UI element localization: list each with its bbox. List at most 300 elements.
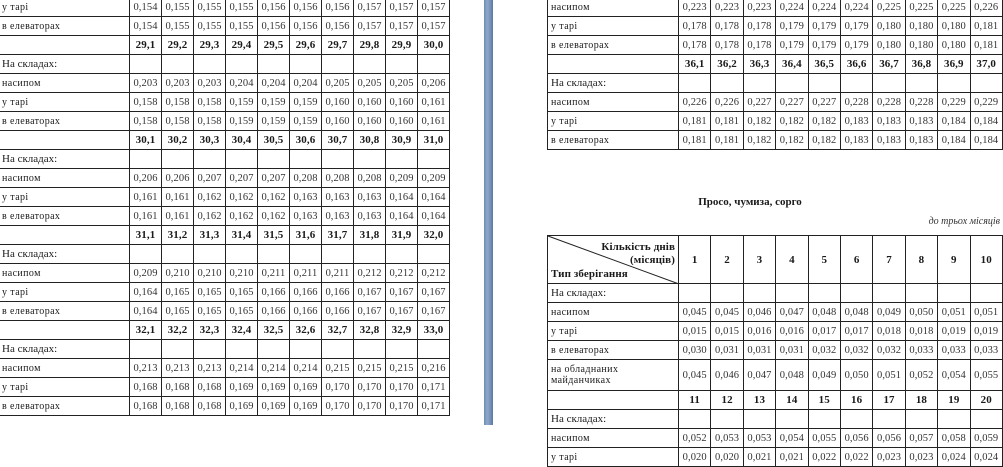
row-label: насипом [0, 264, 130, 283]
table-row [0, 17, 450, 36]
value-cell: 0,046 [743, 303, 775, 322]
value-cell: 0,163 [290, 207, 322, 226]
value-cell: 0,163 [354, 207, 386, 226]
header-col-9: 9 [938, 236, 970, 284]
value-cell: 0,021 [743, 448, 775, 467]
value-cell: 0,227 [743, 93, 775, 112]
empty-cell [776, 74, 808, 93]
period-number-row [0, 226, 450, 245]
value-cell: 0,161 [130, 188, 162, 207]
row-label: На складах: [548, 284, 679, 303]
empty-cell [418, 150, 450, 169]
value-cell: 0,047 [776, 303, 808, 322]
value-cell: 0,160 [386, 93, 418, 112]
value-cell: 0,169 [226, 378, 258, 397]
empty-cell [258, 150, 290, 169]
value-cell: 0,212 [354, 264, 386, 283]
value-cell: 0,182 [776, 131, 808, 150]
value-cell: 0,183 [873, 112, 905, 131]
value-cell: 0,228 [873, 93, 905, 112]
value-cell: 0,215 [354, 359, 386, 378]
row-label: насипом [0, 169, 130, 188]
value-cell: 0,033 [905, 341, 937, 360]
value-cell: 0,158 [194, 112, 226, 131]
period-number-cell: 31,8 [354, 226, 386, 245]
empty-label-cell [0, 226, 130, 245]
empty-cell [226, 150, 258, 169]
value-cell: 0,166 [290, 302, 322, 321]
value-cell: 0,224 [808, 0, 840, 17]
row-label: у тарі [0, 93, 130, 112]
empty-cell [226, 245, 258, 264]
value-cell: 0,023 [873, 448, 905, 467]
empty-cell [905, 74, 937, 93]
value-cell: 0,024 [970, 448, 1002, 467]
table-row [548, 360, 1003, 391]
header-days-text: Кількість днів [601, 241, 675, 253]
period-number-cell: 32,6 [290, 321, 322, 340]
period-number-row [0, 36, 450, 55]
period-number-row [0, 131, 450, 150]
period-number-cell: 32,3 [194, 321, 226, 340]
value-cell: 0,160 [354, 93, 386, 112]
value-cell: 0,215 [386, 359, 418, 378]
row-label: На складах: [0, 150, 130, 169]
header-col-3: 3 [743, 236, 775, 284]
period-number-cell: 30,0 [418, 36, 450, 55]
period-number-row [0, 321, 450, 340]
value-cell: 0,181 [711, 131, 743, 150]
row-label: в елеваторах [0, 17, 130, 36]
table-row [548, 93, 1003, 112]
value-cell: 0,183 [905, 131, 937, 150]
value-cell: 0,183 [873, 131, 905, 150]
value-cell: 0,055 [808, 429, 840, 448]
row-label: насипом [0, 359, 130, 378]
value-cell: 0,215 [322, 359, 354, 378]
value-cell: 0,019 [938, 322, 970, 341]
period-number-cell: 31,0 [418, 131, 450, 150]
value-cell: 0,049 [873, 303, 905, 322]
value-cell: 0,169 [226, 397, 258, 416]
value-cell: 0,208 [322, 169, 354, 188]
table-row [548, 36, 1003, 55]
empty-cell [808, 410, 840, 429]
value-cell: 0,168 [130, 378, 162, 397]
value-cell: 0,056 [840, 429, 872, 448]
value-cell: 0,155 [194, 0, 226, 17]
empty-cell [679, 74, 711, 93]
value-cell: 0,178 [711, 36, 743, 55]
value-cell: 0,167 [354, 283, 386, 302]
value-cell: 0,179 [840, 36, 872, 55]
value-cell: 0,049 [808, 360, 840, 391]
period-number-cell: 31,6 [290, 226, 322, 245]
millet-sorghum-table [547, 235, 1003, 467]
table-header-row [548, 236, 1003, 284]
section-header-row [0, 55, 450, 74]
value-cell: 0,051 [970, 303, 1002, 322]
empty-cell [970, 410, 1002, 429]
value-cell: 0,157 [386, 0, 418, 17]
row-label: насипом [548, 93, 679, 112]
row-label: насипом [548, 303, 679, 322]
value-cell: 0,157 [418, 17, 450, 36]
header-col-8: 8 [905, 236, 937, 284]
empty-cell [808, 74, 840, 93]
empty-cell [354, 150, 386, 169]
value-cell: 0,208 [290, 169, 322, 188]
empty-cell [743, 284, 775, 303]
period-number-cell: 29,2 [162, 36, 194, 55]
row-label: насипом [0, 74, 130, 93]
empty-cell [162, 55, 194, 74]
value-cell: 0,228 [840, 93, 872, 112]
table-row [548, 341, 1003, 360]
value-cell: 0,225 [873, 0, 905, 17]
empty-cell [194, 245, 226, 264]
value-cell: 0,229 [970, 93, 1002, 112]
value-cell: 0,170 [322, 397, 354, 416]
value-cell: 0,048 [776, 360, 808, 391]
value-cell: 0,179 [840, 17, 872, 36]
value-cell: 0,209 [418, 169, 450, 188]
period-number-cell: 29,8 [354, 36, 386, 55]
value-cell: 0,168 [194, 378, 226, 397]
row-label: у тарі [0, 0, 130, 17]
value-cell: 0,055 [970, 360, 1002, 391]
value-cell: 0,156 [322, 0, 354, 17]
value-cell: 0,207 [194, 169, 226, 188]
value-cell: 0,205 [354, 74, 386, 93]
row-label: на обладнаних майданчиках [548, 360, 679, 391]
value-cell: 0,052 [905, 360, 937, 391]
section-header-row [548, 74, 1003, 93]
row-label: в елеваторах [0, 112, 130, 131]
value-cell: 0,209 [130, 264, 162, 283]
value-cell: 0,170 [354, 397, 386, 416]
period-number-cell: 30,8 [354, 131, 386, 150]
value-cell: 0,161 [162, 207, 194, 226]
value-cell: 0,167 [354, 302, 386, 321]
value-cell: 0,214 [258, 359, 290, 378]
value-cell: 0,018 [873, 322, 905, 341]
empty-cell [970, 74, 1002, 93]
value-cell: 0,226 [970, 0, 1002, 17]
header-col-4: 4 [776, 236, 808, 284]
empty-cell [711, 410, 743, 429]
period-number-cell: 31,5 [258, 226, 290, 245]
period-number-cell: 30,9 [386, 131, 418, 150]
period-number-cell: 19 [938, 391, 970, 410]
period-number-cell: 30,2 [162, 131, 194, 150]
page-separator-bar[interactable] [484, 0, 493, 425]
header-days-label [601, 241, 675, 267]
period-number-cell: 12 [711, 391, 743, 410]
value-cell: 0,157 [354, 0, 386, 17]
value-cell: 0,224 [776, 0, 808, 17]
header-col-5: 5 [808, 236, 840, 284]
empty-cell [711, 74, 743, 93]
value-cell: 0,168 [162, 397, 194, 416]
period-number-cell: 32,0 [418, 226, 450, 245]
value-cell: 0,162 [194, 188, 226, 207]
value-cell: 0,159 [258, 112, 290, 131]
value-cell: 0,164 [386, 207, 418, 226]
value-cell: 0,022 [840, 448, 872, 467]
storage-norms-table-left [0, 0, 450, 416]
empty-cell [418, 245, 450, 264]
value-cell: 0,203 [194, 74, 226, 93]
period-number-cell: 31,9 [386, 226, 418, 245]
value-cell: 0,154 [130, 17, 162, 36]
value-cell: 0,212 [386, 264, 418, 283]
value-cell: 0,181 [970, 36, 1002, 55]
value-cell: 0,170 [354, 378, 386, 397]
value-cell: 0,050 [905, 303, 937, 322]
period-number-cell: 32,5 [258, 321, 290, 340]
period-number-cell: 17 [873, 391, 905, 410]
value-cell: 0,158 [162, 112, 194, 131]
value-cell: 0,031 [711, 341, 743, 360]
empty-cell [743, 74, 775, 93]
value-cell: 0,161 [418, 112, 450, 131]
value-cell: 0,158 [194, 93, 226, 112]
empty-cell [418, 55, 450, 74]
value-cell: 0,167 [386, 302, 418, 321]
period-number-cell: 31,3 [194, 226, 226, 245]
value-cell: 0,156 [258, 0, 290, 17]
period-number-cell: 31,1 [130, 226, 162, 245]
row-label: у тарі [548, 112, 679, 131]
value-cell: 0,160 [322, 112, 354, 131]
value-cell: 0,184 [938, 131, 970, 150]
value-cell: 0,170 [322, 378, 354, 397]
header-storage-type-label: Тип зберігання [551, 268, 628, 280]
value-cell: 0,178 [743, 36, 775, 55]
value-cell: 0,168 [162, 378, 194, 397]
value-cell: 0,163 [354, 188, 386, 207]
empty-label-cell [0, 321, 130, 340]
value-cell: 0,159 [226, 112, 258, 131]
value-cell: 0,225 [938, 0, 970, 17]
empty-cell [711, 284, 743, 303]
value-cell: 0,184 [938, 112, 970, 131]
period-number-cell: 36,8 [905, 55, 937, 74]
value-cell: 0,048 [808, 303, 840, 322]
value-cell: 0,183 [840, 131, 872, 150]
value-cell: 0,204 [258, 74, 290, 93]
row-label: На складах: [0, 55, 130, 74]
section-title: Просо, чумиза, сорго [698, 196, 802, 208]
value-cell: 0,213 [194, 359, 226, 378]
period-number-cell: 36,3 [743, 55, 775, 74]
value-cell: 0,226 [711, 93, 743, 112]
value-cell: 0,155 [226, 0, 258, 17]
value-cell: 0,051 [938, 303, 970, 322]
table-row [548, 448, 1003, 467]
value-cell: 0,227 [776, 93, 808, 112]
period-number-cell: 36,2 [711, 55, 743, 74]
value-cell: 0,160 [386, 112, 418, 131]
value-cell: 0,054 [938, 360, 970, 391]
period-number-cell: 29,7 [322, 36, 354, 55]
table-row [548, 322, 1003, 341]
empty-label-cell [0, 131, 130, 150]
empty-cell [679, 410, 711, 429]
table-row [0, 188, 450, 207]
value-cell: 0,209 [386, 169, 418, 188]
value-cell: 0,204 [290, 74, 322, 93]
value-cell: 0,167 [418, 302, 450, 321]
value-cell: 0,053 [711, 429, 743, 448]
period-number-row [548, 391, 1003, 410]
period-number-cell: 18 [905, 391, 937, 410]
value-cell: 0,211 [290, 264, 322, 283]
row-label: у тарі [0, 283, 130, 302]
period-number-cell: 31,7 [322, 226, 354, 245]
value-cell: 0,016 [776, 322, 808, 341]
value-cell: 0,180 [905, 17, 937, 36]
value-cell: 0,021 [776, 448, 808, 467]
row-label: На складах: [0, 245, 130, 264]
value-cell: 0,157 [354, 17, 386, 36]
period-number-cell: 14 [776, 391, 808, 410]
table-row [548, 303, 1003, 322]
value-cell: 0,206 [130, 169, 162, 188]
value-cell: 0,162 [258, 207, 290, 226]
row-label: насипом [548, 429, 679, 448]
value-cell: 0,045 [679, 303, 711, 322]
row-label: у тарі [0, 378, 130, 397]
period-number-cell: 32,2 [162, 321, 194, 340]
period-number-cell: 29,4 [226, 36, 258, 55]
value-cell: 0,018 [905, 322, 937, 341]
value-cell: 0,203 [130, 74, 162, 93]
value-cell: 0,156 [290, 0, 322, 17]
value-cell: 0,165 [162, 302, 194, 321]
table-row [548, 131, 1003, 150]
value-cell: 0,162 [226, 188, 258, 207]
document-page-left [0, 0, 478, 425]
period-number-cell: 36,9 [938, 55, 970, 74]
value-cell: 0,178 [679, 17, 711, 36]
value-cell: 0,169 [258, 397, 290, 416]
empty-cell [354, 245, 386, 264]
value-cell: 0,223 [743, 0, 775, 17]
value-cell: 0,169 [290, 378, 322, 397]
value-cell: 0,211 [322, 264, 354, 283]
document-page-right [500, 0, 1000, 463]
empty-cell [386, 55, 418, 74]
value-cell: 0,181 [970, 17, 1002, 36]
value-cell: 0,210 [226, 264, 258, 283]
value-cell: 0,159 [290, 112, 322, 131]
value-cell: 0,179 [776, 36, 808, 55]
empty-cell [840, 410, 872, 429]
table-row [0, 0, 450, 17]
value-cell: 0,165 [226, 302, 258, 321]
value-cell: 0,226 [679, 93, 711, 112]
period-number-cell: 31,4 [226, 226, 258, 245]
period-number-cell: 29,3 [194, 36, 226, 55]
value-cell: 0,168 [194, 397, 226, 416]
table-row [0, 378, 450, 397]
value-cell: 0,155 [162, 0, 194, 17]
value-cell: 0,031 [776, 341, 808, 360]
value-cell: 0,210 [162, 264, 194, 283]
section-header-row [0, 245, 450, 264]
value-cell: 0,159 [290, 93, 322, 112]
value-cell: 0,206 [162, 169, 194, 188]
value-cell: 0,180 [873, 17, 905, 36]
empty-cell [162, 245, 194, 264]
value-cell: 0,212 [418, 264, 450, 283]
value-cell: 0,163 [290, 188, 322, 207]
value-cell: 0,159 [258, 93, 290, 112]
value-cell: 0,033 [938, 341, 970, 360]
value-cell: 0,168 [130, 397, 162, 416]
value-cell: 0,169 [290, 397, 322, 416]
value-cell: 0,050 [840, 360, 872, 391]
row-label: в елеваторах [0, 302, 130, 321]
table-row [548, 17, 1003, 36]
value-cell: 0,158 [130, 93, 162, 112]
value-cell: 0,207 [226, 169, 258, 188]
empty-cell [258, 245, 290, 264]
value-cell: 0,166 [290, 283, 322, 302]
empty-cell [130, 55, 162, 74]
row-label: На складах: [548, 410, 679, 429]
value-cell: 0,167 [418, 283, 450, 302]
empty-cell [776, 284, 808, 303]
empty-label-cell [548, 391, 679, 410]
value-cell: 0,223 [679, 0, 711, 17]
value-cell: 0,180 [938, 36, 970, 55]
value-cell: 0,157 [386, 17, 418, 36]
value-cell: 0,164 [130, 302, 162, 321]
empty-cell [290, 245, 322, 264]
value-cell: 0,161 [130, 207, 162, 226]
value-cell: 0,056 [873, 429, 905, 448]
value-cell: 0,204 [226, 74, 258, 93]
value-cell: 0,223 [711, 0, 743, 17]
value-cell: 0,178 [679, 36, 711, 55]
value-cell: 0,228 [905, 93, 937, 112]
period-number-cell: 11 [679, 391, 711, 410]
row-label: у тарі [548, 322, 679, 341]
value-cell: 0,164 [386, 188, 418, 207]
period-number-cell: 16 [840, 391, 872, 410]
value-cell: 0,206 [418, 74, 450, 93]
value-cell: 0,157 [418, 0, 450, 17]
value-cell: 0,208 [354, 169, 386, 188]
value-cell: 0,154 [130, 0, 162, 17]
period-number-cell: 31,2 [162, 226, 194, 245]
period-number-cell: 33,0 [418, 321, 450, 340]
value-cell: 0,020 [711, 448, 743, 467]
empty-cell [905, 410, 937, 429]
value-cell: 0,015 [679, 322, 711, 341]
empty-cell [386, 150, 418, 169]
empty-cell [130, 245, 162, 264]
empty-cell [258, 55, 290, 74]
value-cell: 0,182 [776, 112, 808, 131]
value-cell: 0,031 [743, 341, 775, 360]
period-number-cell: 32,7 [322, 321, 354, 340]
empty-cell [322, 55, 354, 74]
value-cell: 0,057 [905, 429, 937, 448]
